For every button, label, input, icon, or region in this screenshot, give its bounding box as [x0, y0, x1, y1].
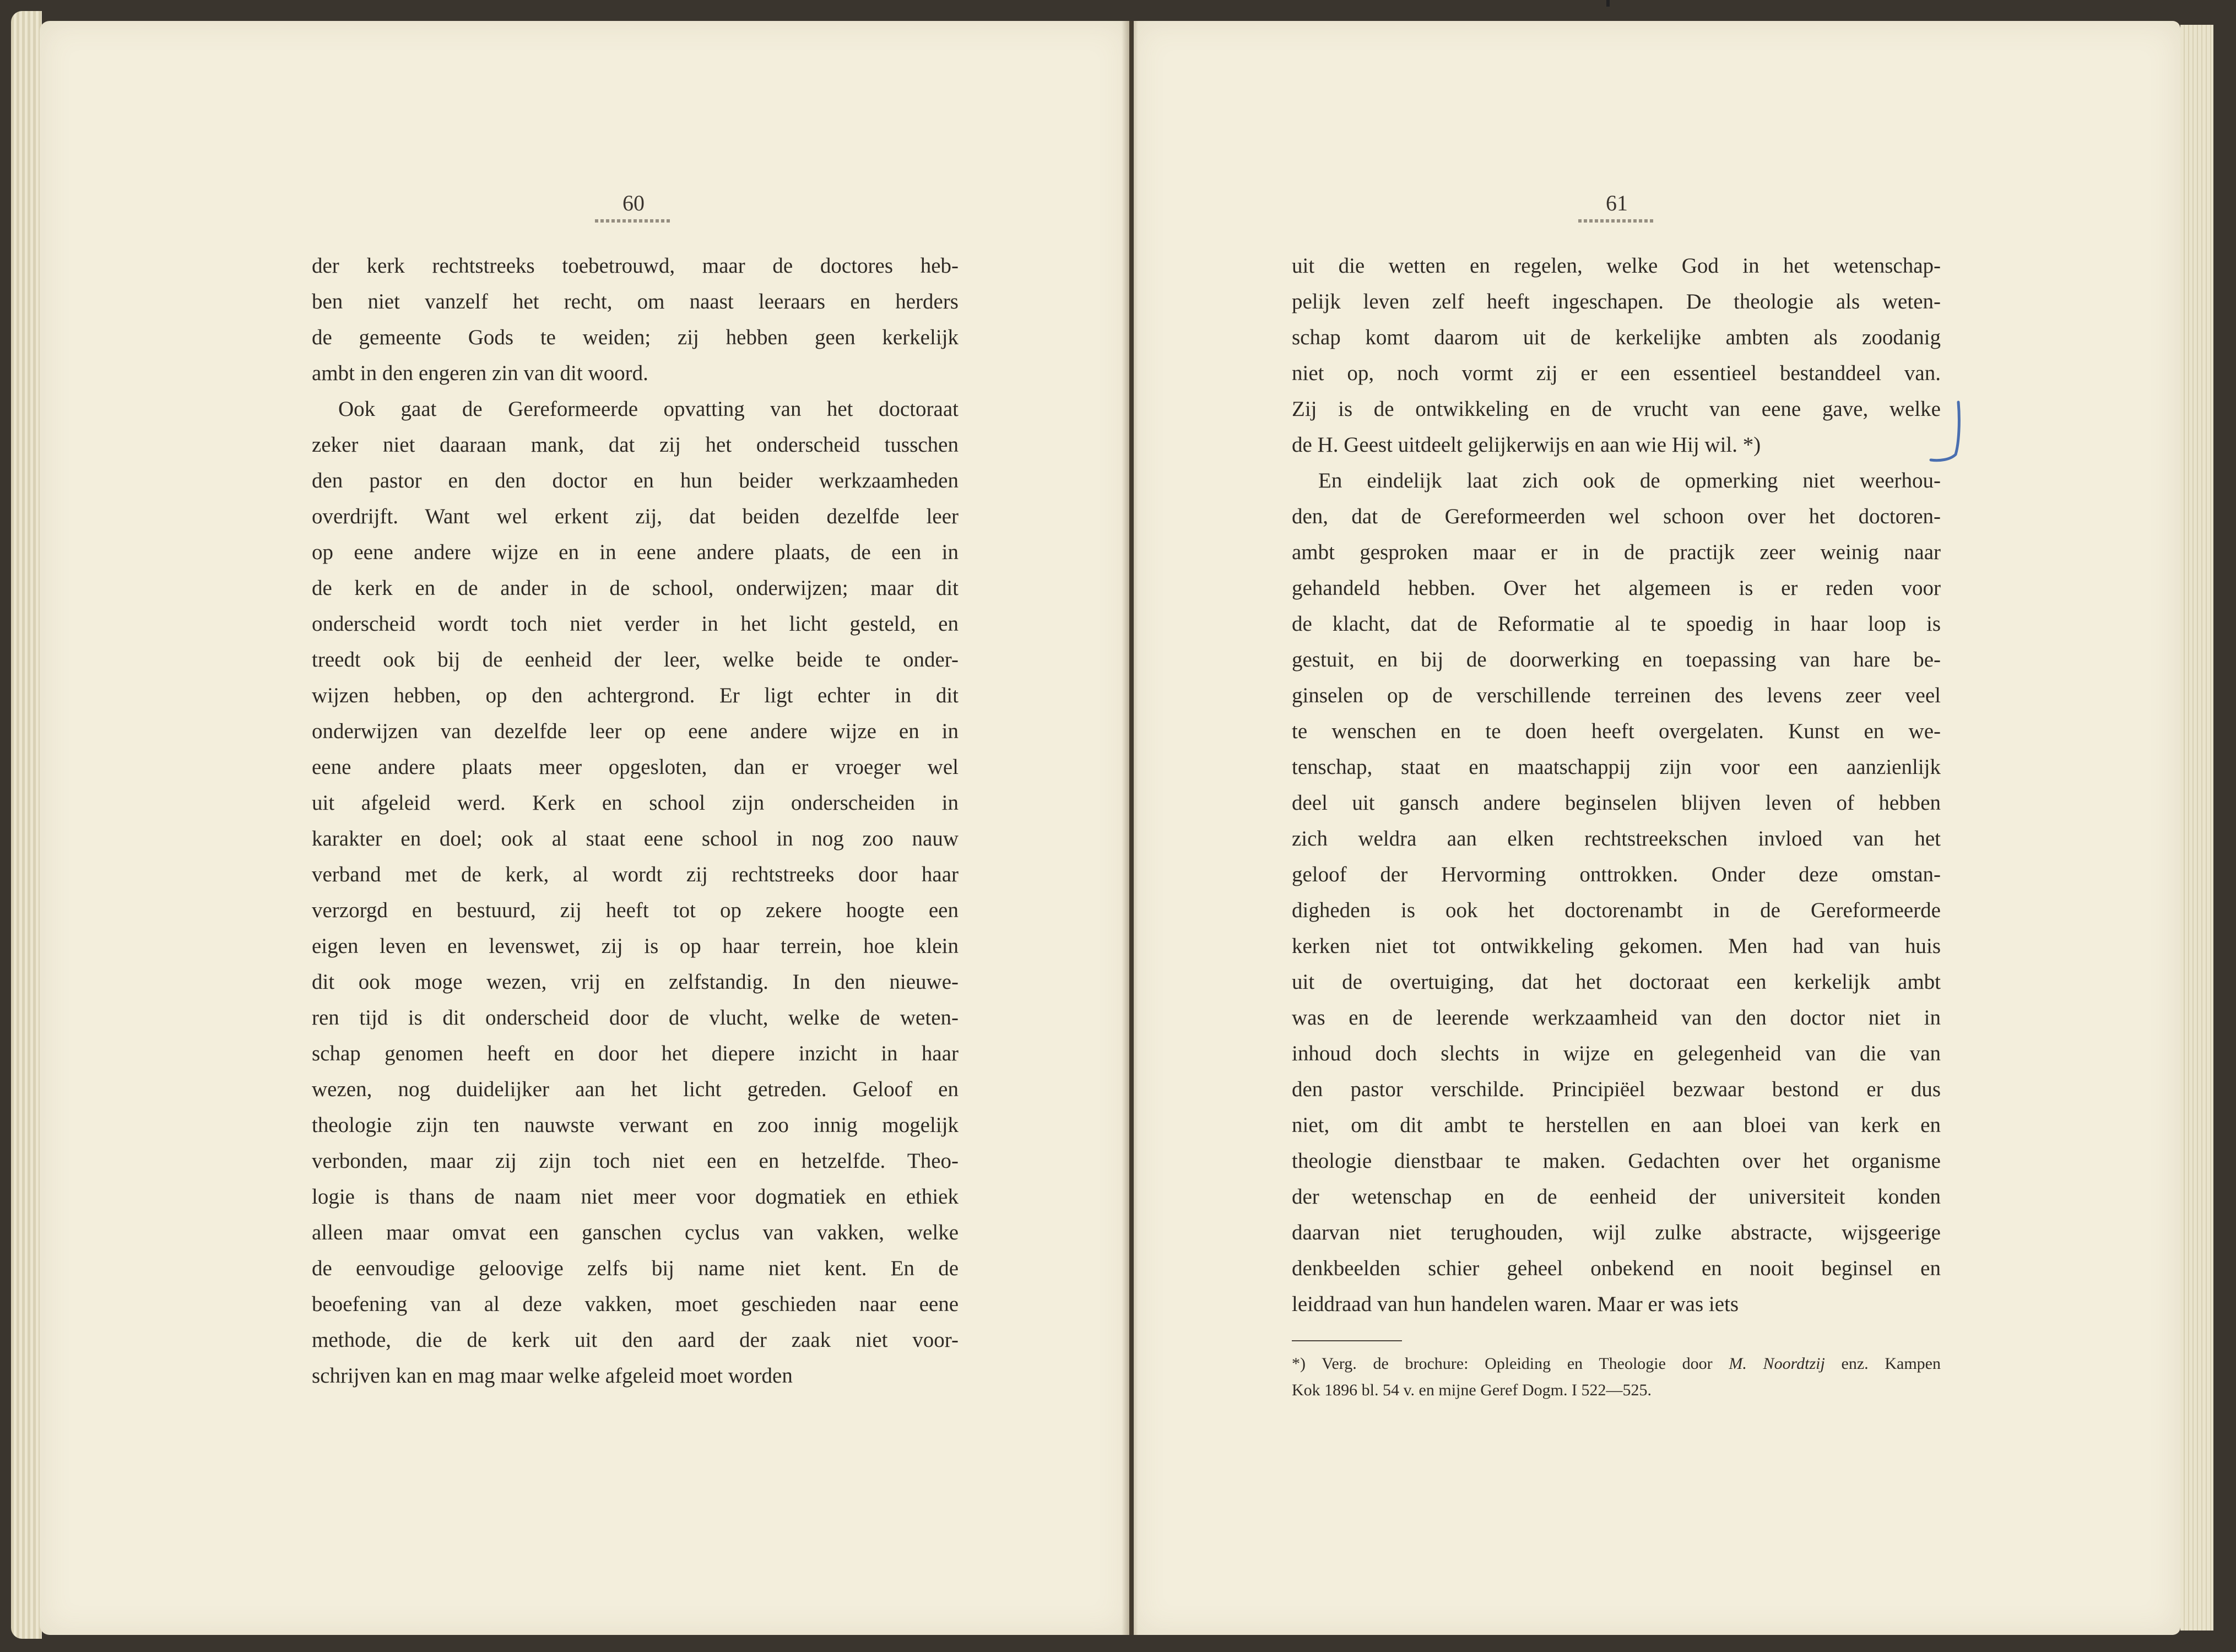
footnote-text: enz. Kampen [1824, 1355, 1941, 1373]
left-page-text-line: ben niet vanzelf het recht, om naast leeraars en herders [312, 290, 959, 313]
left-page-text-line: beoefening van al deze vakken, moet geschieden naar eene [312, 1292, 959, 1316]
left-page-text-line: uit afgeleid werd. Kerk en school zijn onderscheiden in [312, 791, 959, 815]
right-page-text-line: niet, om dit ambt te herstellen en aan bloei van kerk en [1292, 1113, 1941, 1137]
left-page-text-line: onderscheid wordt toch niet verder in het licht gesteld, en [312, 612, 959, 636]
left-page-text-line: de gemeente Gods te weiden; zij hebben geen kerkelijk [312, 326, 959, 349]
left-page-text-line: verbonden, maar zij zijn toch niet een en hetzelfde. Theo- [312, 1149, 959, 1173]
page-number-right: 61 [1562, 190, 1672, 223]
right-page-text-line: gehandeld hebben. Over het algemeen is er reden voor [1292, 576, 1941, 600]
right-page-text-line: digheden is ook het doctorenambt in de Gereformeerde [1292, 898, 1941, 922]
right-page-text-line: de H. Geest uitdeelt gelijkerwijs en aan wie Hij wil. *) [1292, 433, 1761, 457]
left-page-text-line: dit ook moge wezen, vrij en zelfstandig. In den nieuwe- [312, 970, 959, 994]
left-page-text-line: verzorgd en bestuurd, zij heeft tot op zekere hoogte een [312, 898, 959, 922]
footnote-line-2: Kok 1896 bl. 54 v. en mijne Geref Dogm. I 522—525. [1292, 1381, 1652, 1399]
right-page-text-line: de klacht, dat de Reformatie al te spoedig in haar loop is [1292, 612, 1941, 636]
right-page-body [1292, 248, 1941, 1322]
left-page-text-line: treedt ook bij de eenheid der leer, welke beide te onder- [312, 648, 959, 671]
footnote-line-1 [1292, 1351, 1941, 1377]
right-page-text-line: ambt gesproken maar er in de practijk zeer weinig naar [1292, 540, 1941, 564]
left-page-text-line: eene andere plaats meer opgesloten, dan er vroeger wel [312, 755, 959, 779]
left-page-text-line: overdrijft. Want wel erkent zij, dat beiden dezelfde leer [312, 505, 959, 528]
page-number-left: 60 [578, 190, 689, 223]
left-page-text-line: ren tijd is dit onderscheid door de vlucht, welke de weten- [312, 1006, 959, 1030]
right-page-text-line: kerken niet tot ontwikkeling gekomen. Men had van huis [1292, 934, 1941, 958]
left-page-body [312, 248, 959, 1394]
left-page-text-line: logie is thans de naam niet meer voor dogmatiek en ethiek [312, 1185, 959, 1209]
left-page-text-line: karakter en doel; ook al staat eene school in nog zoo nauw [312, 827, 959, 851]
right-page-text-line: niet op, noch vormt zij er een essentieel bestanddeel van. [1292, 361, 1941, 385]
pencil-annotation-mark [1901, 399, 1967, 465]
footnote-rule [1292, 1340, 1402, 1341]
right-page-text-line: den, dat de Gereformeerden wel schoon over het doctoren- [1292, 505, 1941, 528]
right-page-text-line: inhoud doch slechts in wijze en gelegenheid van die van [1292, 1042, 1941, 1065]
right-page-text-line: denkbeelden schier geheel onbekend en nooit beginsel en [1292, 1256, 1941, 1280]
left-page-text-line: wijzen hebben, op den achtergrond. Er ligt echter in dit [312, 684, 959, 707]
right-page-text-line: der wetenschap en de eenheid der universiteit konden [1292, 1185, 1941, 1209]
right-page-text-line: Zij is de ontwikkeling en de vrucht van eene gave, welke [1292, 397, 1941, 421]
left-page-text-line: wezen, nog duidelijker aan het licht getreden. Geloof en [312, 1077, 959, 1101]
left-page-text-line: Ook gaat de Gereformeerde opvatting van het doctoraat [338, 397, 959, 421]
right-page-text-line: gestuit, en bij de doorwerking en toepassing van hare be- [1292, 648, 1941, 671]
left-page-text-line: op eene andere wijze en in eene andere plaats, de een in [312, 540, 959, 564]
right-page-text-line: geloof der Hervorming onttrokken. Onder deze omstan- [1292, 863, 1941, 886]
right-page-text-line: was en de leerende werkzaamheid van den doctor niet in [1292, 1006, 1941, 1030]
left-page-text-line: de kerk en de ander in de school, onderwijzen; maar dit [312, 576, 959, 600]
left-page-text-line: de eenvoudige geloovige zelfs bij name niet kent. En de [312, 1256, 959, 1280]
left-page-text-line: der kerk rechtstreeks toebetrouwd, maar de doctores heb- [312, 254, 959, 278]
right-page-text-line: uit de overtuiging, dat het doctoraat een kerkelijk ambt [1292, 970, 1941, 994]
right-page-text-line: leiddraad van hun handelen waren. Maar er was iets [1292, 1292, 1739, 1316]
right-page-text-line: uit die wetten en regelen, welke God in het wetenschap- [1292, 254, 1941, 278]
left-page-text-line: zeker niet daaraan mank, dat zij het onderscheid tusschen [312, 433, 959, 457]
left-page-edges [11, 11, 42, 1639]
right-page-text-line: theologie dienstbaar te maken. Gedachten over het organisme [1292, 1149, 1941, 1173]
right-page-text-line: tenschap, staat en maatschappij zijn voor een aanzienlijk [1292, 755, 1941, 779]
left-page-text-line: methode, die de kerk uit den aard der zaak niet voor- [312, 1328, 959, 1352]
right-page-edges [2180, 25, 2213, 1631]
right-page-text-line: deel uit gansch andere beginselen blijven leven of hebben [1292, 791, 1941, 815]
left-page-text-line: schrijven kan en mag maar welke afgeleid moet worden [312, 1364, 793, 1388]
right-page-text-line: ginselen op de verschillende terreinen des levens zeer veel [1292, 684, 1941, 707]
left-page-text-line: den pastor en den doctor en hun beider werkzaamheden [312, 469, 959, 492]
footnote [1292, 1351, 1941, 1404]
right-page-text-line: den pastor verschilde. Principiëel bezwaar bestond er dus [1292, 1077, 1941, 1101]
left-page-text-line: schap genomen heeft en door het diepere inzicht in haar [312, 1042, 959, 1065]
left-page-text-line: ambt in den engeren zin van dit woord. [312, 361, 648, 385]
left-page-text-line: verband met de kerk, al wordt zij rechtstreeks door haar [312, 863, 959, 886]
footnote-author: M. Noordtzij [1729, 1355, 1825, 1373]
right-page-text-line: te wenschen en te doen heeft overgelaten. Kunst en we- [1292, 719, 1941, 743]
right-page-text-line: schap komt daarom uit de kerkelijke ambten als zoodanig [1292, 326, 1941, 349]
left-page-text-line: theologie zijn ten nauwste verwant en zoo innig mogelijk [312, 1113, 959, 1137]
right-page-text-line: zich weldra aan elken rechtstreekschen invloed van het [1292, 827, 1941, 851]
left-page-text-line: onderwijzen van dezelfde leer op eene andere wijze en in [312, 719, 959, 743]
left-page-text-line: eigen leven en levenswet, zij is op haar terrein, hoe klein [312, 934, 959, 958]
left-page-text-line: alleen maar omvat een ganschen cyclus van vakken, welke [312, 1221, 959, 1244]
right-page-text-line: daarvan niet terughouden, wijl zulke abstracte, wijsgeerige [1292, 1221, 1941, 1244]
footnote-text: *) Verg. de brochure: Opleiding en Theologie door [1292, 1355, 1729, 1373]
right-page-text-line: pelijk leven zelf heeft ingeschapen. De theologie als weten- [1292, 290, 1941, 313]
right-page-text-line: En eindelijk laat zich ook de opmerking niet weerhou- [1318, 469, 1941, 492]
margin-speck [1606, 0, 1610, 7]
book-gutter [1122, 21, 1138, 1635]
